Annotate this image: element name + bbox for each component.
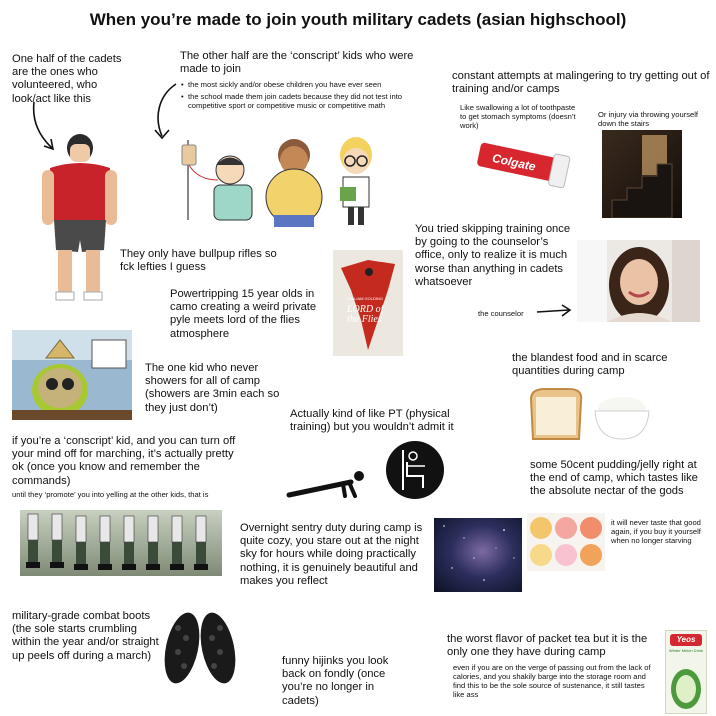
conscript-heading: The other half are the ‘conscript’ kids who were made to join — [180, 50, 414, 76]
muscular-cadet-illustration — [42, 130, 117, 305]
shower-caption: The one kid who never showers for all of camp (showers are 3min each so they just don’t) — [145, 362, 280, 414]
stairs-photo — [602, 130, 682, 218]
tea-product: Winter Melon Drink — [669, 648, 704, 653]
jelly-cups-image — [527, 513, 605, 571]
volunteers-caption: One half of the cadets are the ones who volunteered, who look/act like this — [12, 53, 122, 105]
tea-heading: the worst flavor of packet tea but it is the only one they have during camp — [447, 633, 648, 659]
injury-caption: Or injury via throwing yourself down the stairs — [598, 110, 699, 129]
conscript-bullet: • the school made them join cadets because they did not test into competitive sport or competitive music or competitive math — [188, 92, 425, 110]
conscript-section — [180, 50, 425, 112]
pudding-note: it will never taste that good again, if you buy it yourself when no longer starving — [611, 518, 701, 546]
pudding-caption: some 50cent pudding/jelly right at the end of camp, which tastes like the absolute nectar of the gods — [530, 459, 698, 498]
boots-caption: military-grade combat boots (the sole starts crumbling within the year and/or straight up peels off during a march) — [12, 610, 159, 662]
toothpaste-image — [470, 133, 575, 193]
food-caption: the blandest food and in scarce quantities during camp — [512, 352, 668, 378]
page-title: When you’re made to join youth military cadets (asian highschool) — [89, 10, 627, 29]
lord-of-the-flies-cover — [333, 250, 403, 356]
sickly-kids-illustration — [178, 135, 388, 230]
pushup-icon — [285, 470, 377, 500]
tea-brand: Yeos — [670, 634, 702, 646]
night-sky-photo — [434, 518, 522, 592]
toothpaste-caption: Like swallowing a lot of toothpaste to get stomach symptoms (doesn’t work) — [460, 103, 576, 131]
malingering-heading: constant attempts at malingering to try getting out of training and/or camps — [452, 70, 710, 96]
conscript-bullet: • the most sickly and/or obese children you have ever seen — [188, 80, 425, 89]
counselor-photo — [577, 240, 700, 322]
pt-caption: Actually kind of like PT (physical training) but you wouldn’t admit it — [290, 408, 454, 434]
wall-sit-icon — [385, 440, 445, 500]
book-title: LORD of the Flies — [347, 304, 384, 325]
book-author: WILLIAM GOLDING — [347, 296, 384, 301]
marching-subcaption: until they ‘promote’ you into yelling at the other kids, that is — [12, 490, 209, 499]
counselor-label: the counselor — [478, 309, 524, 318]
arrow-right-icon — [535, 302, 575, 322]
marching-caption: if you’re a ‘conscript’ kid, and you can turn off your mind off for marching, it’s actually pretty ok (once you know and remember the commands) — [12, 435, 236, 487]
powertrip-caption: Powertripping 15 year olds in camo creating a weird private pyle meets lord of the flies atmosphere — [170, 288, 317, 340]
marching-cadets-photo — [20, 510, 222, 576]
combat-boots-image — [160, 608, 240, 690]
rifles-caption: They only have bullpup rifles so fck lefties I guess — [120, 248, 277, 274]
bread-and-rice-image — [527, 387, 652, 445]
tea-subcaption: even if you are on the verge of passing out from the lack of calories, and you shakily barge into the storage room and find this to be the sole source of sustenance, it still tastes like ass — [453, 663, 651, 700]
sentry-caption: Overnight sentry duty during camp is quite cozy, you stare out at the night sky for hours while doing practically nothing, it is genuinely beautiful and makes you reflect — [240, 522, 423, 587]
toothpaste-brand: Colgate — [490, 150, 537, 174]
counselor-caption: You tried skipping training once by going to the counselor’s office, only to realize it is much worse than anything in cadets whatsoever — [415, 223, 571, 288]
hijinks-caption: funny hijinks you look back on fondly (once you’re no longer in cadets) — [282, 655, 389, 707]
unwashed-kid-cartoon — [12, 330, 132, 420]
winter-melon-drink-pack — [665, 630, 707, 714]
